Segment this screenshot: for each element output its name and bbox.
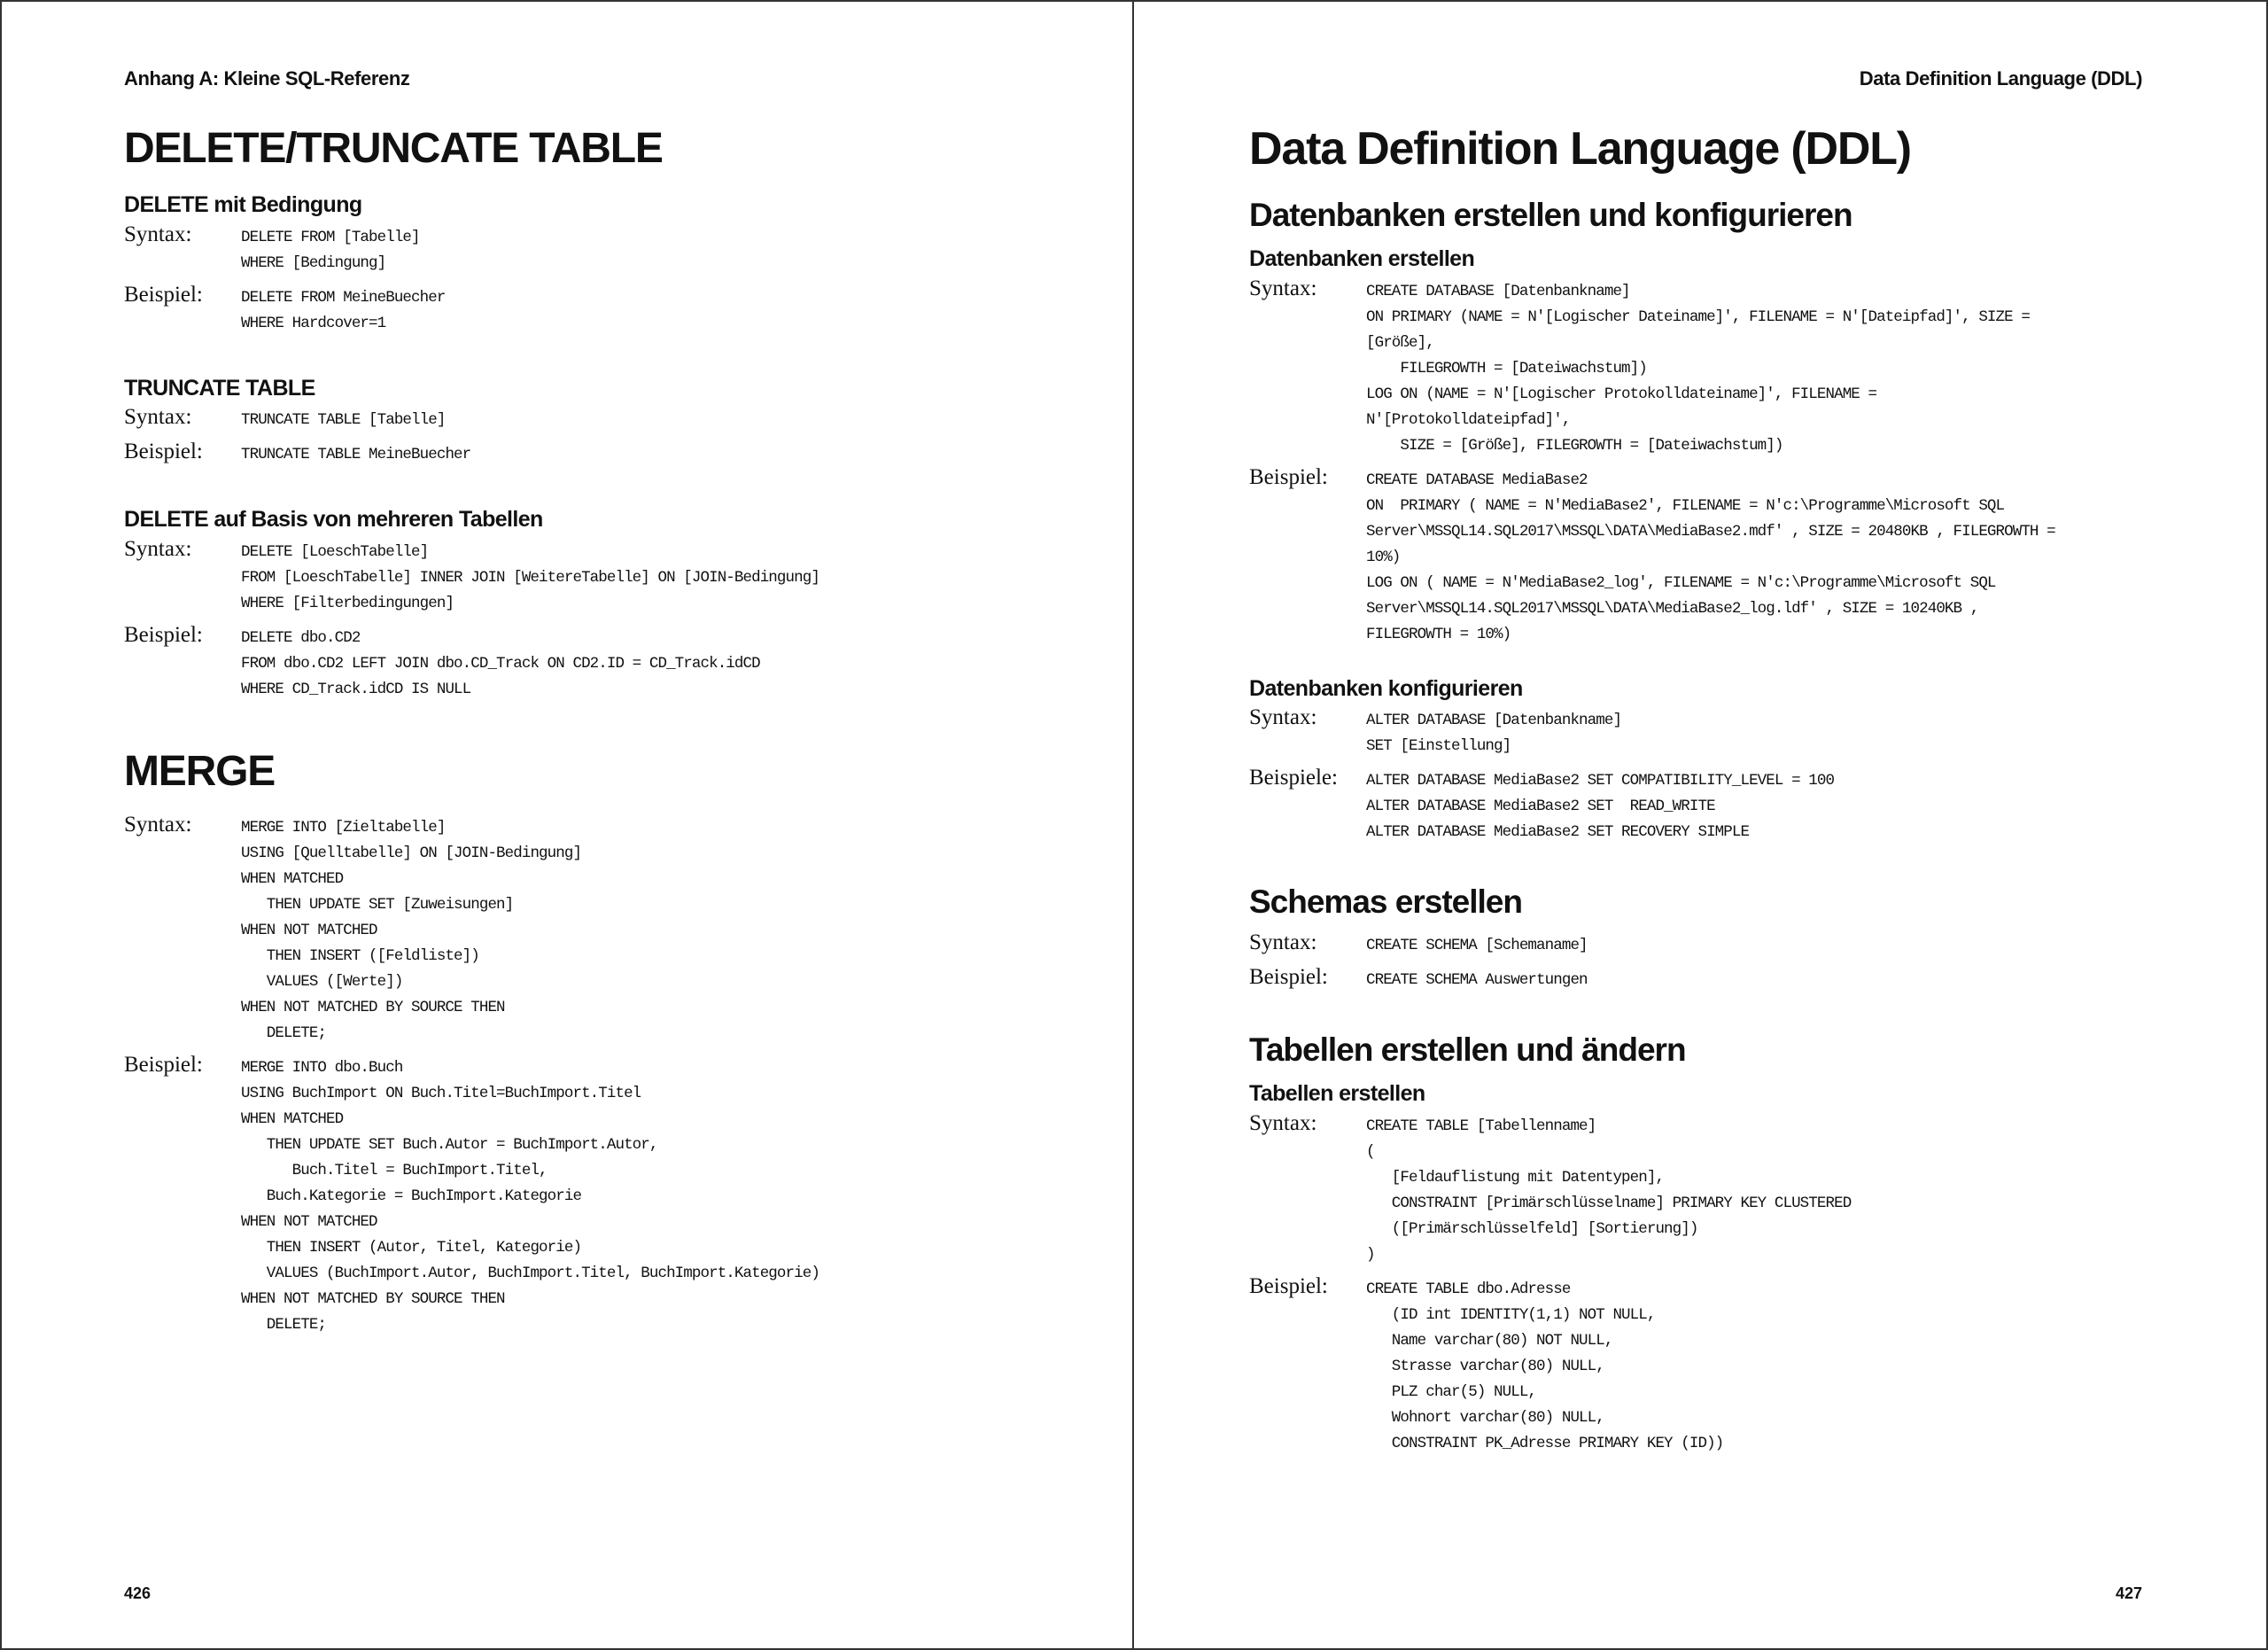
example-code: CREATE TABLE dbo.Adresse (ID int IDENTITY(1,1) NOT NULL, Name varchar(80) NOT NULL, Strasse varchar(80) NULL, PLZ char(5) NULL, Wohnort varchar(80) NULL, CONSTRAINT PK_Adresse PRIMARY KEY (ID)) bbox=[1366, 1280, 1724, 1452]
example-code: TRUNCATE TABLE MeineBuecher bbox=[241, 446, 471, 464]
example-label: Beispiele: bbox=[1249, 766, 1338, 790]
syntax-label: Syntax: bbox=[1249, 930, 1317, 955]
syntax-row bbox=[124, 222, 1063, 276]
syntax-row bbox=[1249, 705, 2206, 759]
syntax-row bbox=[124, 812, 1063, 1047]
example-label: Beispiel: bbox=[1249, 965, 1328, 990]
running-head-left: Anhang A: Kleine SQL-Referenz bbox=[124, 67, 410, 90]
section-title-merge: MERGE bbox=[124, 748, 276, 796]
subsection-title-delete-multi: DELETE auf Basis von mehreren Tabellen bbox=[124, 507, 543, 533]
example-code: CREATE SCHEMA Auswertungen bbox=[1366, 971, 1588, 990]
chapter-title: Data Definition Language (DDL) bbox=[1249, 123, 1911, 175]
syntax-label: Syntax: bbox=[124, 222, 192, 246]
subsection-title-create-database: Datenbanken erstellen bbox=[1249, 245, 1475, 271]
syntax-label: Syntax: bbox=[124, 405, 192, 430]
example-row bbox=[124, 1052, 1063, 1338]
syntax-row bbox=[1249, 276, 2206, 459]
syntax-code: DELETE FROM [Tabelle] WHERE [Bedingung] bbox=[241, 228, 420, 272]
example-row bbox=[1249, 768, 2206, 845]
section-title-tables: Tabellen erstellen und ändern bbox=[1249, 1031, 1686, 1069]
example-row bbox=[1249, 464, 2206, 648]
syntax-row bbox=[1249, 930, 2206, 959]
syntax-code: CREATE DATABASE [Datenbankname] ON PRIMARY (NAME = N'[Logischer Dateiname]', FILENAME = N'[Dateipfad]', SIZE = [Größe], FILEGROWTH = [Dateiwachstum]) LOG ON (NAME = N'[Logischer Protokolldateiname]', FILENAME = N'[Protokolldateipfad]', SIZE = [Größe], FILEGROWTH = [Dateiwachstum]) bbox=[1366, 282, 2030, 455]
example-label: Beispiel: bbox=[124, 623, 203, 648]
example-label: Beispiel: bbox=[124, 1052, 203, 1077]
section-title-schemas: Schemas erstellen bbox=[1249, 883, 1522, 921]
syntax-code: TRUNCATE TABLE [Tabelle] bbox=[241, 411, 446, 430]
example-code: MERGE INTO dbo.Buch USING BuchImport ON Buch.Titel=BuchImport.Titel WHEN MATCHED THEN UPDATE SET Buch.Autor = BuchImport.Autor, Buch.Titel = BuchImport.Titel, Buch.Kategorie = BuchImport.Kategorie WHEN NOT MATCHED THEN INSERT (Autor, Titel, Kategorie) VALUES (BuchImport.Autor, BuchImport.Titel, BuchImport.Kategorie) WHEN NOT MATCHED BY SOURCE THEN DELETE; bbox=[241, 1058, 819, 1334]
syntax-label: Syntax: bbox=[124, 812, 192, 837]
example-code: DELETE dbo.CD2 FROM dbo.CD2 LEFT JOIN dbo.CD_Track ON CD2.ID = CD_Track.idCD WHERE CD_Track.idCD IS NULL bbox=[241, 629, 760, 699]
left-page-content bbox=[124, 126, 1063, 1347]
syntax-code: DELETE [LoeschTabelle] FROM [LoeschTabelle] INNER JOIN [WeitereTabelle] ON [JOIN-Bedingung] WHERE [Filterbedingungen] bbox=[241, 543, 819, 613]
subsection-title-configure-database: Datenbanken konfigurieren bbox=[1249, 675, 1523, 701]
example-label: Beispiel: bbox=[124, 282, 203, 307]
page-number-right: 427 bbox=[2115, 1584, 2142, 1602]
syntax-label: Syntax: bbox=[1249, 705, 1317, 730]
syntax-label: Syntax: bbox=[124, 537, 192, 562]
syntax-label: Syntax: bbox=[1249, 276, 1317, 300]
syntax-code: MERGE INTO [Zieltabelle] USING [Quelltabelle] ON [JOIN-Bedingung] WHEN MATCHED THEN UPDATE SET [Zuweisungen] WHEN NOT MATCHED THEN INSERT ([Feldliste]) VALUES ([Werte]) WHEN NOT MATCHED BY SOURCE THEN DELETE; bbox=[241, 818, 582, 1042]
right-page-content bbox=[1249, 124, 2206, 1466]
section-title-databases: Datenbanken erstellen und konfigurieren bbox=[1249, 197, 1852, 234]
running-head-right: Data Definition Language (DDL) bbox=[1859, 67, 2142, 90]
example-code: ALTER DATABASE MediaBase2 SET COMPATIBILITY_LEVEL = 100 ALTER DATABASE MediaBase2 SET READ_WRITE ALTER DATABASE MediaBase2 SET RECOVERY SIMPLE bbox=[1366, 772, 1835, 842]
example-row bbox=[1249, 1273, 2206, 1457]
example-row bbox=[124, 623, 1063, 703]
syntax-row bbox=[1249, 1110, 2206, 1268]
example-code: DELETE FROM MeineBuecher WHERE Hardcover=1 bbox=[241, 288, 446, 332]
section-title-delete-truncate: DELETE/TRUNCATE TABLE bbox=[124, 125, 663, 172]
example-row bbox=[1249, 965, 2206, 993]
example-row bbox=[124, 282, 1063, 337]
syntax-label: Syntax: bbox=[1249, 1110, 1317, 1135]
example-code: CREATE DATABASE MediaBase2 ON PRIMARY ( NAME = N'MediaBase2', FILENAME = N'c:\Programme\Microsoft SQL Server\MSSQL14.SQL2017\MSSQL\DATA\MediaBase2.mdf' , SIZE = 20480KB , FILEGROWTH = 10%) LOG ON ( NAME = N'MediaBase2_log', FILENAME = N'c:\Programme\Microsoft SQL Server\MSSQL14.SQL2017\MSSQL\DATA\MediaBase2_log.ldf' , SIZE = 10240KB , FILEGROWTH = 10%) bbox=[1366, 471, 2055, 643]
example-label: Beispiel: bbox=[124, 440, 203, 464]
example-row bbox=[124, 442, 1063, 468]
syntax-row bbox=[124, 537, 1063, 617]
example-label: Beispiel: bbox=[1249, 1273, 1328, 1298]
subsection-title-create-table: Tabellen erstellen bbox=[1249, 1080, 1425, 1106]
example-label: Beispiel: bbox=[1249, 464, 1328, 489]
subsection-title-delete-condition: DELETE mit Bedingung bbox=[124, 191, 362, 217]
syntax-code: CREATE SCHEMA [Schemaname] bbox=[1366, 937, 1588, 955]
syntax-row bbox=[124, 405, 1063, 433]
syntax-code: CREATE TABLE [Tabellenname] ( [Feldauflistung mit Datentypen], CONSTRAINT [Primärschlüsselname] PRIMARY KEY CLUSTERED ([Primärschlüsselfeld] [Sortierung]) ) bbox=[1366, 1117, 1852, 1264]
page-number-left: 426 bbox=[124, 1584, 151, 1602]
syntax-code: ALTER DATABASE [Datenbankname] SET [Einstellung] bbox=[1366, 712, 1622, 756]
subsection-title-truncate: TRUNCATE TABLE bbox=[124, 375, 315, 401]
